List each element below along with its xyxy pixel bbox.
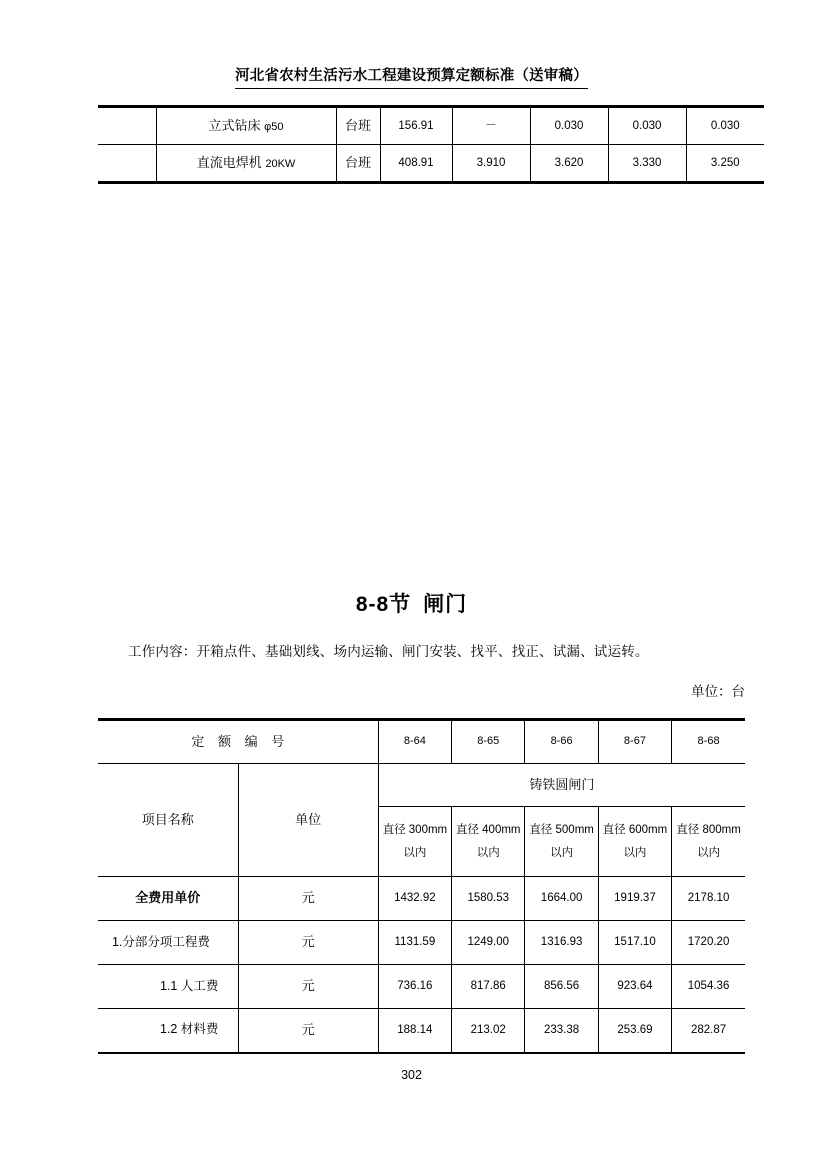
table-row <box>98 877 745 921</box>
row-1-label: 1.分部分项工程费 <box>98 921 238 965</box>
row-0-value-0: 1432.92 <box>378 877 451 921</box>
row-1-value-2: 1316.93 <box>525 921 598 965</box>
group-header: 铸铁圆闸门 <box>378 764 745 807</box>
section-heading <box>0 588 823 618</box>
top-row-1-unit: 台班 <box>336 145 380 183</box>
table-row <box>98 145 764 183</box>
top-row-0-name-text: 立式钻床 <box>208 117 261 133</box>
top-row-0-value-1: 0.030 <box>530 107 608 145</box>
quota-table <box>98 718 745 1054</box>
spec-header-4-line1: 直径 800mm <box>676 823 741 836</box>
top-row-0-unit: 台班 <box>336 107 380 145</box>
row-2-label: 1.1 人工费 <box>98 965 238 1009</box>
row-3-value-3: 253.69 <box>598 1009 671 1053</box>
spec-header-3 <box>598 807 671 877</box>
spec-header-4 <box>672 807 745 877</box>
table-row <box>98 1009 745 1053</box>
row-2-value-4: 1054.36 <box>672 965 745 1009</box>
spec-header-2-line2: 以内 <box>550 846 574 859</box>
spec-header-2 <box>525 807 598 877</box>
machinery-continuation-table <box>98 105 764 184</box>
row-2-value-1: 817.86 <box>452 965 525 1009</box>
row-3-unit: 元 <box>238 1009 378 1053</box>
table-header-row-group <box>98 764 745 807</box>
row-2-unit: 元 <box>238 965 378 1009</box>
item-name-header: 项目名称 <box>98 764 238 877</box>
top-row-1-value-0: 3.910 <box>452 145 530 183</box>
row-3-value-2: 233.38 <box>525 1009 598 1053</box>
unit-header: 单位 <box>238 764 378 877</box>
table-header-row-codes <box>98 720 745 764</box>
row-2-value-0: 736.16 <box>378 965 451 1009</box>
row-3-label: 1.2 材料费 <box>98 1009 238 1053</box>
top-row-0-value-2: 0.030 <box>608 107 686 145</box>
row-0-unit: 元 <box>238 877 378 921</box>
row-2-value-2: 856.56 <box>525 965 598 1009</box>
row-0-label: 全费用单价 <box>98 877 238 921</box>
table-row <box>98 965 745 1009</box>
spec-header-1-line2: 以内 <box>476 846 500 859</box>
table-row <box>98 921 745 965</box>
spec-header-0-line2: 以内 <box>403 846 427 859</box>
row-0-value-3: 1919.37 <box>598 877 671 921</box>
top-row-0-blank <box>98 107 156 145</box>
section-number: 8-8节 <box>355 593 412 616</box>
top-row-1-value-1: 3.620 <box>530 145 608 183</box>
top-row-0-name <box>156 107 336 145</box>
top-row-0-name-spec: φ50 <box>264 120 284 133</box>
row-1-value-0: 1131.59 <box>378 921 451 965</box>
row-0-value-4: 2178.10 <box>672 877 745 921</box>
table-row <box>98 107 764 145</box>
top-row-1-price: 408.91 <box>380 145 452 183</box>
row-1-value-4: 1720.20 <box>672 921 745 965</box>
row-1-unit: 元 <box>238 921 378 965</box>
page-number: 302 <box>401 1068 422 1082</box>
spec-header-1 <box>452 807 525 877</box>
spec-header-2-line1: 直径 500mm <box>529 823 594 836</box>
document-header <box>0 64 823 89</box>
row-2-value-3: 923.64 <box>598 965 671 1009</box>
top-row-0-price: 156.91 <box>380 107 452 145</box>
document-header-title: 河北省农村生活污水工程建设预算定额标准（送审稿） <box>235 64 588 89</box>
spec-header-0-line1: 直径 300mm <box>382 823 448 836</box>
quota-code-1: 8-65 <box>452 720 525 764</box>
quota-code-0: 8-64 <box>378 720 451 764</box>
quota-code-3: 8-67 <box>598 720 671 764</box>
spec-header-4-line2: 以内 <box>697 846 721 859</box>
row-1-value-1: 1249.00 <box>452 921 525 965</box>
spec-header-3-line1: 直径 600mm <box>602 823 668 836</box>
row-3-value-0: 188.14 <box>378 1009 451 1053</box>
top-row-1-name-text: 直流电焊机 <box>196 154 262 170</box>
quota-code-4: 8-68 <box>672 720 745 764</box>
top-row-1-value-3: 3.250 <box>686 145 764 183</box>
top-row-1-blank <box>98 145 156 183</box>
top-row-1-name <box>156 145 336 183</box>
top-row-1-value-2: 3.330 <box>608 145 686 183</box>
spec-header-3-line2: 以内 <box>623 846 647 859</box>
row-0-value-1: 1580.53 <box>452 877 525 921</box>
row-0-value-2: 1664.00 <box>525 877 598 921</box>
spec-header-0 <box>378 807 451 877</box>
top-row-1-name-spec: 20KW <box>265 157 296 170</box>
top-row-0-value-0: － <box>452 107 530 145</box>
row-3-value-4: 282.87 <box>672 1009 745 1053</box>
quota-code-header-label: 定 额 编 号 <box>98 720 378 764</box>
quota-code-2: 8-66 <box>525 720 598 764</box>
spec-header-1-line1: 直径 400mm <box>455 823 521 836</box>
row-3-value-1: 213.02 <box>452 1009 525 1053</box>
unit-note: 单位：台 <box>691 684 745 699</box>
work-content-line: 工作内容：开箱点件、基础划线、场内运输、闸门安装、找平、找正、试漏、试运转。 <box>128 644 649 659</box>
section-name: 闸门 <box>423 593 468 616</box>
top-row-0-value-3: 0.030 <box>686 107 764 145</box>
row-1-value-3: 1517.10 <box>598 921 671 965</box>
